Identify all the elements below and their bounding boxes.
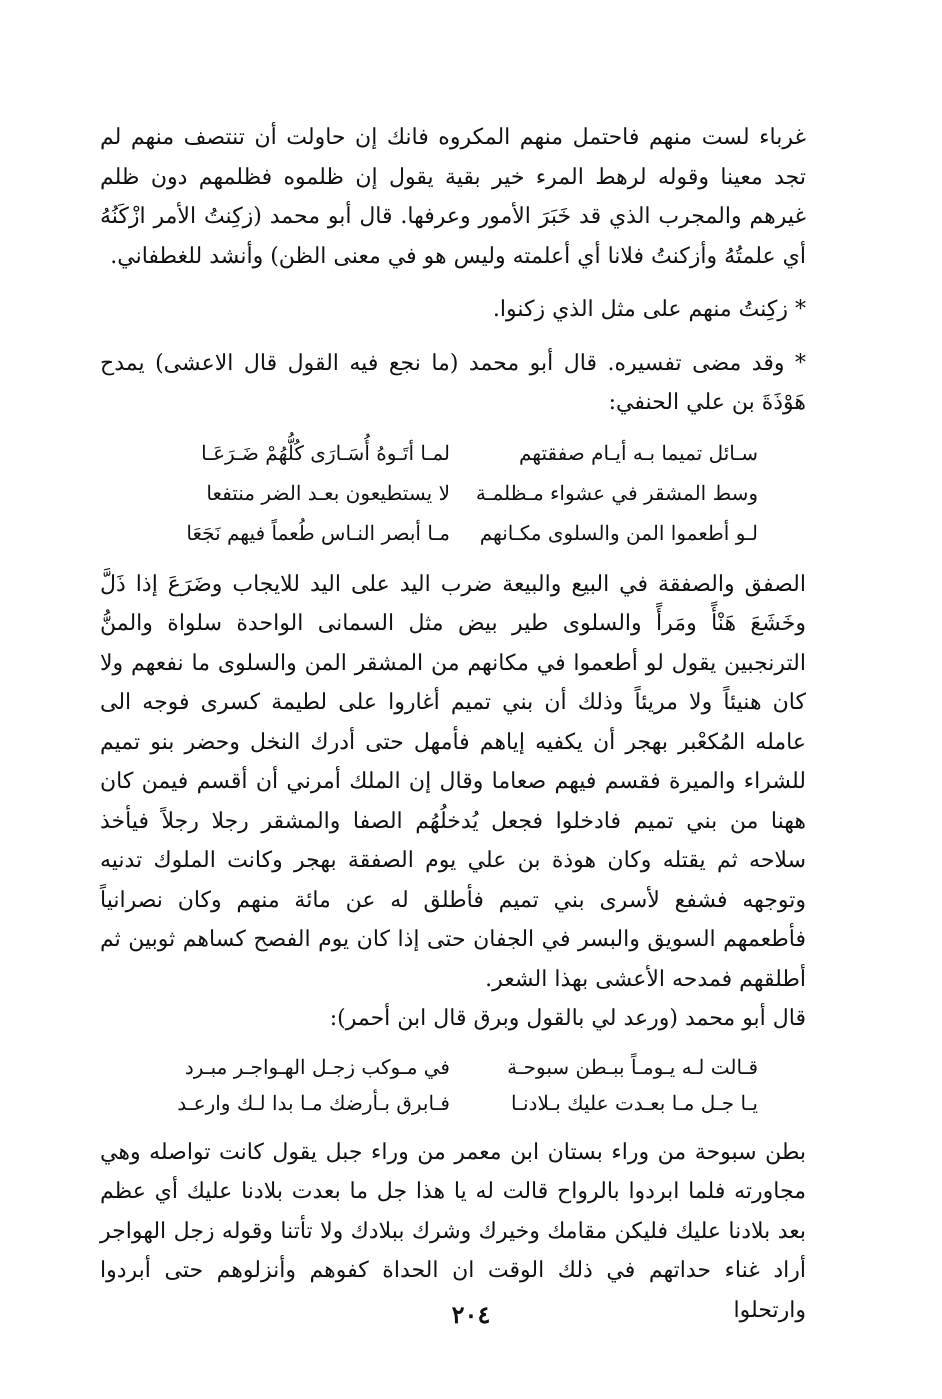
verse-first-hemistich: يـا جـل مـا بعـدت عليك بـلادنـا <box>511 1090 758 1115</box>
verse-line <box>100 1049 806 1085</box>
verse-line <box>100 1085 806 1121</box>
verse-line <box>100 513 806 553</box>
paragraph-batn-sabuha: بطن سبوحة من وراء بستان ابن معمر من وراء جبل يقول كانت تواصله وهي مجاورته فلما ابردوا بالرواح قالت له يا هذا جل ما بعدت بلادنا عليك أي عظم بعد بلادنا عليك فليكن مقامك وخيرك وشرك ببلادك ولا تأتنا وقوله زجل الهواجر أراد غناء حداتهم في ذلك الوقت ان الحداة كفوهم وأنزلوهم حتى أبردوا وارتحلوا <box>100 1139 806 1323</box>
verse-second-hemistich: لا يستطيعون بعـد الضر منتفعا <box>206 480 450 505</box>
paragraph-gharaba: غرباء لست منهم فاحتمل منهم المكروه فانك إن حاولت أن تنتصف منهم لم تجد معينا وقوله لرهط المرء خير بقية يقول إن ظلموه فظلمهم دون ظلم غيرهم والمجرب الذي قد خَبَرَ الأمور وعرفها. قال أبو محمد (زكِنتُ الأمر ازْكَنُهُ أي علمتُهُ وأزكنتُ فلانا أي أعلمته وليس هو في معنى الظن) وأنشد للغطفاني. <box>100 125 806 269</box>
verse-first-hemistich: وسط المشقر في عشواء مـظلمـة <box>475 480 758 505</box>
verse-second-hemistich: لمـا أتَـوهُ أُسَـارَى كُلُّهُمْ ضَـرَعَـا <box>201 440 450 465</box>
paragraph-qala-abu-muhammad: قال أبو محمد (ورعد لي بالقول وبرق قال ابن أحمر): <box>329 1006 806 1031</box>
paragraph-al-safq: الصفق والصفقة في البيع والبيعة ضرب اليد على اليد للايجاب وضَرَعَ إذا ذَلَّ وخَشَعَ هَنْأً ومَرأً والسلوى طير بيض مثل السمانى الواحدة سلواة والمنُّ الترنجبين يقول لو أطعموا في مكانهم من المشقر المن والسلوى ما نفعهم ولا كان هنيئاً ولا مريئاً وذلك أن بني تميم أغاروا على لطيمة كسرى فوجه الى عامله المُكعْبر بهجر أن يكفيه إياهم فأمهل حتى أدرك النخل وحضر بنو تميم للشراء والميرة فقسم فيهم صعاما وقال إن الملك أمرني أن أقسم فيمن كان ههنا من بني تميم فادخلوا فجعل يُدخلُهُم الصفا والمشقر رجلا رجلاً فيأخذ سلاحه ثم يقتله وكان هوذة بن علي يوم الصفقة بهجر وكانت الملوك تدنيه وتوجهه فشفع لأسرى بني تميم فأطلق له عن مائة منهم وكان نصرانياً فأطعمهم السويق والبسر في الجفان حتى إذا كان يوم الفصح كساهم ثوبين ثم أطلقهم فمدحه الأعشى بهذا الشعر. <box>100 571 806 992</box>
verse-second-hemistich: في مـوكب زجـل الهـواجـر مبـرد <box>184 1054 450 1079</box>
paragraph-zakintu: * زكِنتُ منهم على مثل الذي زكنوا. <box>492 297 806 322</box>
page-number: ٢٠٤ <box>451 1300 491 1329</box>
verse-first-hemistich: لـو أطعموا المن والسلوى مكـانهم <box>479 520 758 545</box>
verse-line <box>100 433 806 473</box>
poem-ibn-ahmar <box>100 1049 806 1121</box>
verse-first-hemistich: قـالت لـه يـومـاً ببـطن سبوحـة <box>507 1054 758 1079</box>
verse-second-hemistich: مـا أبصر النـاس طُعماً فيهم نَجَعَا <box>186 520 450 545</box>
page-body <box>100 118 806 1330</box>
verse-line <box>100 473 806 513</box>
paragraph-qad-mada: * وقد مضى تفسيره. قال أبو محمد (ما نجع فيه القول قال الاعشى) يمدح هَوْذَةَ بن علي الحنفي: <box>100 350 806 415</box>
poem-al-asha <box>100 433 806 553</box>
verse-second-hemistich: فـابرق بـأرضك مـا بدا لـك وارعـد <box>177 1090 450 1115</box>
verse-first-hemistich: سـائل تميما بـه أيـام صفقتهم <box>518 440 758 465</box>
